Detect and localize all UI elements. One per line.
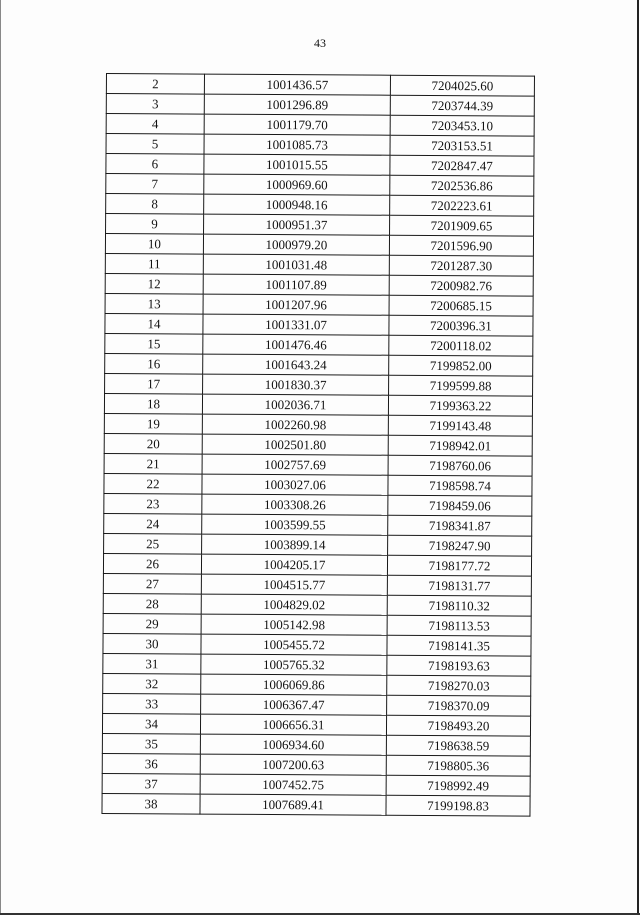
point-number-cell: 28 (103, 593, 201, 614)
table-row (106, 154, 534, 177)
point-number-cell: 31 (103, 653, 201, 674)
table-row (104, 533, 532, 556)
x-coordinate-cell: 1001331.07 (203, 314, 389, 335)
x-coordinate-cell: 1003599.55 (202, 514, 388, 535)
point-number-cell: 22 (104, 473, 202, 494)
table-row (106, 74, 534, 97)
x-coordinate-cell: 1006069.86 (201, 674, 387, 695)
x-coordinate-cell: 1001085.73 (204, 134, 390, 155)
x-coordinate-cell: 1002757.69 (202, 454, 388, 475)
point-number-cell: 11 (105, 253, 203, 274)
table-row (106, 134, 534, 157)
point-number-cell: 37 (102, 773, 200, 794)
y-coordinate-cell: 7203153.51 (390, 135, 534, 156)
table-row (102, 793, 530, 816)
y-coordinate-cell: 7200396.31 (389, 315, 533, 336)
x-coordinate-cell: 1001476.46 (203, 334, 389, 355)
table-row (105, 373, 533, 396)
x-coordinate-cell: 1001436.57 (204, 74, 390, 95)
x-coordinate-cell: 1001207.96 (203, 294, 389, 315)
table-row (104, 473, 532, 496)
y-coordinate-cell: 7198370.09 (387, 695, 531, 716)
point-number-cell: 29 (103, 613, 201, 634)
x-coordinate-cell: 1000969.60 (204, 174, 390, 195)
x-coordinate-cell: 1006367.47 (201, 694, 387, 715)
point-number-cell: 12 (105, 273, 203, 294)
x-coordinate-cell: 1001830.37 (203, 374, 389, 395)
y-coordinate-cell: 7203453.10 (390, 115, 534, 136)
x-coordinate-cell: 1001296.89 (204, 94, 390, 115)
table-row (102, 713, 530, 736)
x-coordinate-cell: 1002501.80 (202, 434, 388, 455)
x-coordinate-cell: 1006934.60 (200, 734, 386, 755)
x-coordinate-cell: 1001015.55 (204, 154, 390, 175)
table-row (103, 613, 531, 636)
table-row (103, 633, 531, 656)
point-number-cell: 36 (102, 753, 200, 774)
x-coordinate-cell: 1005455.72 (201, 634, 387, 655)
point-number-cell: 21 (104, 453, 202, 474)
y-coordinate-cell: 7198598.74 (388, 475, 532, 496)
table-row (105, 234, 533, 257)
y-coordinate-cell: 7204025.60 (390, 75, 534, 96)
y-coordinate-cell: 7198177.72 (387, 555, 531, 576)
coordinates-table (101, 73, 535, 817)
point-number-cell: 26 (103, 553, 201, 574)
x-coordinate-cell: 1005142.98 (201, 614, 387, 635)
point-number-cell: 19 (104, 413, 202, 434)
point-number-cell: 34 (102, 713, 200, 734)
point-number-cell: 10 (105, 234, 203, 255)
y-coordinate-cell: 7198247.90 (388, 535, 532, 556)
table-row (106, 194, 534, 217)
x-coordinate-cell: 1001179.70 (204, 114, 390, 135)
point-number-cell: 16 (105, 353, 203, 374)
table-row (103, 573, 531, 596)
table-row (104, 393, 532, 416)
y-coordinate-cell: 7198341.87 (388, 515, 532, 536)
point-number-cell: 38 (102, 793, 200, 814)
x-coordinate-cell: 1004829.02 (201, 594, 387, 615)
point-number-cell: 8 (106, 194, 204, 215)
y-coordinate-cell: 7198992.49 (386, 775, 530, 796)
y-coordinate-cell: 7198942.01 (388, 435, 532, 456)
y-coordinate-cell: 7198638.59 (386, 735, 530, 756)
y-coordinate-cell: 7199599.88 (389, 375, 533, 396)
point-number-cell: 15 (105, 333, 203, 354)
table-row (105, 333, 533, 356)
y-coordinate-cell: 7199198.83 (386, 795, 530, 816)
table-row (104, 413, 532, 436)
y-coordinate-cell: 7202223.61 (390, 195, 534, 216)
x-coordinate-cell: 1000948.16 (204, 194, 390, 215)
point-number-cell: 25 (104, 533, 202, 554)
table-row (105, 353, 533, 376)
table-row (102, 733, 530, 756)
table-row (104, 453, 532, 476)
table-row (103, 673, 531, 696)
table-row (106, 214, 534, 237)
point-number-cell: 17 (105, 373, 203, 394)
x-coordinate-cell: 1004205.17 (201, 554, 387, 575)
point-number-cell: 18 (104, 393, 202, 414)
x-coordinate-cell: 1007200.63 (200, 754, 386, 775)
point-number-cell: 3 (106, 94, 204, 115)
y-coordinate-cell: 7198110.32 (387, 595, 531, 616)
point-number-cell: 20 (104, 433, 202, 454)
x-coordinate-cell: 1004515.77 (201, 574, 387, 595)
x-coordinate-cell: 1005765.32 (201, 654, 387, 675)
y-coordinate-cell: 7201287.30 (389, 255, 533, 276)
point-number-cell: 2 (106, 74, 204, 95)
y-coordinate-cell: 7202847.47 (390, 155, 534, 176)
y-coordinate-cell: 7198459.06 (388, 495, 532, 516)
y-coordinate-cell: 7201909.65 (390, 215, 534, 236)
y-coordinate-cell: 7198131.77 (387, 575, 531, 596)
table-row (103, 593, 531, 616)
y-coordinate-cell: 7200118.02 (389, 335, 533, 356)
page-edge-left (0, 0, 1, 915)
y-coordinate-cell: 7198141.35 (387, 635, 531, 656)
point-number-cell: 13 (105, 293, 203, 314)
point-number-cell: 9 (106, 214, 204, 235)
y-coordinate-cell: 7201596.90 (389, 235, 533, 256)
table-row (105, 253, 533, 276)
table-row (103, 653, 531, 676)
table-row (104, 493, 532, 516)
point-number-cell: 33 (103, 693, 201, 714)
table-row (105, 273, 533, 296)
table-row (106, 94, 534, 117)
table-row (102, 753, 530, 776)
y-coordinate-cell: 7199852.00 (389, 355, 533, 376)
point-number-cell: 30 (103, 633, 201, 654)
table-row (106, 114, 534, 137)
point-number-cell: 24 (104, 513, 202, 534)
table-row (106, 174, 534, 197)
y-coordinate-cell: 7198193.63 (387, 655, 531, 676)
y-coordinate-cell: 7198270.03 (387, 675, 531, 696)
point-number-cell: 14 (105, 313, 203, 334)
y-coordinate-cell: 7203744.39 (390, 95, 534, 116)
point-number-cell: 27 (103, 573, 201, 594)
point-number-cell: 4 (106, 114, 204, 135)
x-coordinate-cell: 1003027.06 (202, 474, 388, 495)
point-number-cell: 7 (106, 174, 204, 195)
table-row (105, 313, 533, 336)
coordinates-table-body (102, 74, 535, 817)
point-number-cell: 6 (106, 154, 204, 175)
point-number-cell: 32 (103, 673, 201, 694)
y-coordinate-cell: 7198493.20 (386, 715, 530, 736)
x-coordinate-cell: 1006656.31 (200, 714, 386, 735)
table-row (103, 693, 531, 716)
x-coordinate-cell: 1003899.14 (202, 534, 388, 555)
page-edge-right (637, 0, 639, 915)
x-coordinate-cell: 1001643.24 (203, 354, 389, 375)
x-coordinate-cell: 1007452.75 (200, 774, 386, 795)
x-coordinate-cell: 1000979.20 (203, 234, 389, 255)
y-coordinate-cell: 7199363.22 (388, 395, 532, 416)
y-coordinate-cell: 7199143.48 (388, 415, 532, 436)
x-coordinate-cell: 1003308.26 (202, 494, 388, 515)
y-coordinate-cell: 7202536.86 (390, 175, 534, 196)
x-coordinate-cell: 1002036.71 (202, 394, 388, 415)
point-number-cell: 5 (106, 134, 204, 155)
y-coordinate-cell: 7200982.76 (389, 275, 533, 296)
point-number-cell: 35 (102, 733, 200, 754)
y-coordinate-cell: 7198760.06 (388, 455, 532, 476)
page-number: 43 (314, 36, 326, 50)
table-row (105, 293, 533, 316)
y-coordinate-cell: 7198805.36 (386, 755, 530, 776)
table-row (104, 433, 532, 456)
y-coordinate-cell: 7198113.53 (387, 615, 531, 636)
x-coordinate-cell: 1007689.41 (200, 794, 386, 815)
x-coordinate-cell: 1001107.89 (203, 274, 389, 295)
x-coordinate-cell: 1001031.48 (203, 254, 389, 275)
point-number-cell: 23 (104, 493, 202, 514)
x-coordinate-cell: 1002260.98 (202, 414, 388, 435)
table-row (102, 773, 530, 796)
y-coordinate-cell: 7200685.15 (389, 295, 533, 316)
table-row (103, 553, 531, 576)
x-coordinate-cell: 1000951.37 (204, 214, 390, 235)
table-row (104, 513, 532, 536)
